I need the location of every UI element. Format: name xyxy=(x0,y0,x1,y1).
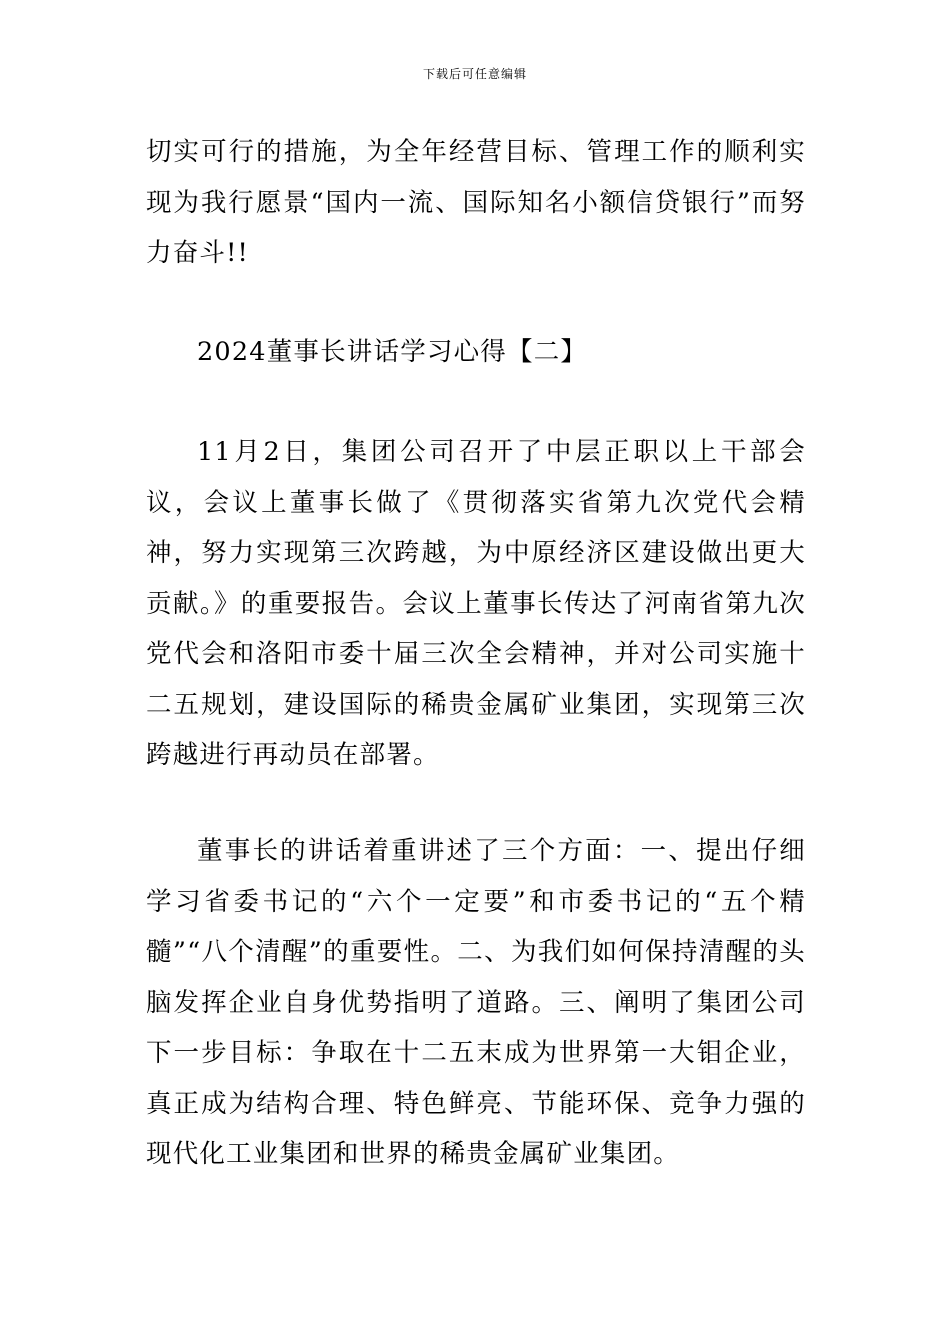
page-header-note: 下载后可任意编辑 xyxy=(422,67,527,81)
section-title: 2024董事长讲话学习心得【二】 xyxy=(197,337,588,367)
paragraph-intro-continuation: 切实可行的措施，为全年经营目标、管理工作的顺利实现为我行愿景“国内一流、国际知名小额信贷银行”而努力奋斗!! xyxy=(146,137,806,268)
paragraph-speech-summary: 董事长的讲话着重讲述了三个方面：一、提出仔细学习省委书记的“六个一定要”和市委书记的“五个精髓”“八个清醒”的重要性。二、为我们如何保持清醒的头脑发挥企业自身优势指明了道路。三、阐明了集团公司下一步目标：争取在十二五末成为世界第一大钼企业，真正成为结构合理、特色鲜亮、节能环保、竞争力强的现代化工业集团和世界的稀贵金属矿业集团。 xyxy=(146,836,806,1169)
paragraph-meeting-report: 11月2日，集团公司召开了中层正职以上干部会议，会议上董事长做了《贯彻落实省第九次党代会精神，努力实现第三次跨越，为中原经济区建设做出更大贡献。》的重要报告。会议上董事长传达了河南省第九次党代会和洛阳市委十届三次全会精神，并对公司实施十二五规划，建设国际的稀贵金属矿业集团，实现第三次跨越进行再动员在部署。 xyxy=(146,437,806,770)
